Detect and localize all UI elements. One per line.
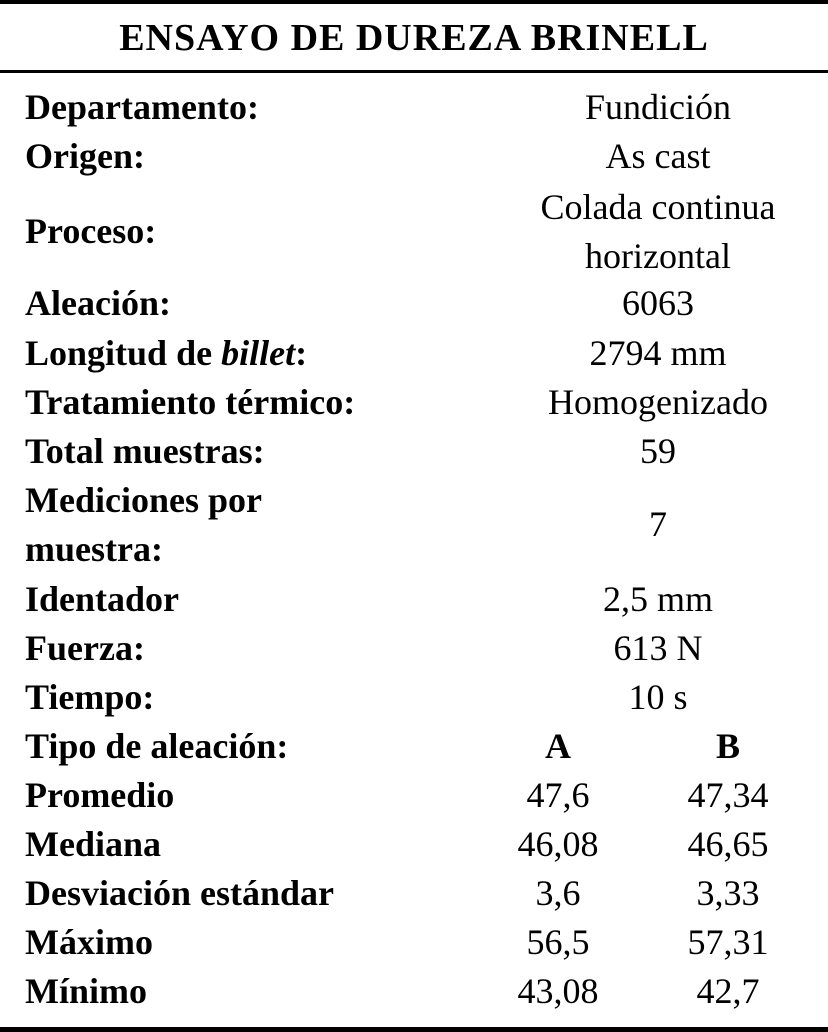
value-mediciones: 7 bbox=[649, 504, 667, 544]
value-tratamiento: Homogenizado bbox=[548, 382, 768, 422]
stats-label: Desviación estándar bbox=[25, 873, 334, 913]
stats-row-minimo bbox=[0, 967, 828, 1016]
row-total-muestras bbox=[0, 427, 828, 476]
header-col-a: A bbox=[545, 726, 571, 766]
label-longitud-prefix: Longitud de bbox=[25, 333, 222, 373]
value-departamento: Fundición bbox=[584, 87, 731, 127]
header-rule bbox=[0, 70, 828, 73]
value-fuerza: 613 N bbox=[613, 628, 703, 668]
label-mediciones-line2: muestra: bbox=[25, 529, 163, 569]
stats-value-b: 3,33 bbox=[696, 873, 760, 913]
stats-row-maximo bbox=[0, 918, 828, 967]
stats-value-a: 56,5 bbox=[526, 922, 590, 962]
label-aleacion: Aleación: bbox=[25, 283, 171, 323]
stats-row-mediana bbox=[0, 820, 828, 869]
row-tratamiento bbox=[0, 378, 828, 427]
label-mediciones-line1: Mediciones por bbox=[25, 480, 262, 520]
stats-value-b: 42,7 bbox=[696, 971, 760, 1011]
stats-row-desviacion bbox=[0, 869, 828, 918]
row-departamento bbox=[0, 83, 828, 132]
header-col-b: B bbox=[715, 726, 740, 766]
label-tipo-aleacion: Tipo de aleación: bbox=[25, 726, 289, 766]
label-fuerza: Fuerza: bbox=[25, 628, 145, 668]
row-identador bbox=[0, 575, 828, 624]
row-tiempo bbox=[0, 673, 828, 722]
value-identador: 2,5 mm bbox=[602, 579, 713, 619]
value-aleacion: 6063 bbox=[622, 283, 694, 323]
label-identador: Identador bbox=[25, 579, 180, 619]
label-longitud bbox=[25, 329, 307, 378]
label-tratamiento: Tratamiento térmico: bbox=[25, 382, 356, 422]
stats-value-a: 3,6 bbox=[535, 873, 581, 913]
stats-value-a: 43,08 bbox=[517, 971, 599, 1011]
row-origen bbox=[0, 132, 828, 181]
label-longitud-suffix: : bbox=[295, 333, 308, 373]
table-top-rule bbox=[0, 0, 828, 4]
value-tiempo: 10 s bbox=[628, 677, 688, 717]
row-proceso bbox=[0, 183, 828, 281]
value-origen: As cast bbox=[605, 136, 711, 176]
stats-label: Promedio bbox=[25, 775, 175, 815]
value-total-muestras: 59 bbox=[640, 431, 676, 471]
row-mediciones bbox=[0, 476, 828, 574]
value-proceso-line2: horizontal bbox=[585, 236, 731, 276]
stats-value-b: 47,34 bbox=[687, 775, 769, 815]
table-bottom-rule bbox=[0, 1027, 828, 1032]
label-tiempo: Tiempo: bbox=[25, 677, 155, 717]
stats-value-a: 47,6 bbox=[526, 775, 590, 815]
table-title: ENSAYO DE DUREZA BRINELL bbox=[119, 17, 709, 59]
row-longitud bbox=[0, 329, 828, 378]
label-proceso: Proceso: bbox=[25, 211, 157, 251]
label-longitud-italic: billet bbox=[221, 333, 296, 373]
stats-value-a: 46,08 bbox=[517, 824, 599, 864]
label-departamento: Departamento: bbox=[25, 87, 259, 127]
stats-value-b: 46,65 bbox=[687, 824, 769, 864]
stats-label: Mediana bbox=[25, 824, 162, 864]
stats-row-promedio bbox=[0, 771, 828, 820]
row-fuerza bbox=[0, 624, 828, 673]
stats-value-b: 57,31 bbox=[687, 922, 769, 962]
row-aleacion bbox=[0, 279, 828, 328]
value-proceso-line1: Colada continua bbox=[540, 187, 776, 227]
stats-label: Mínimo bbox=[25, 971, 147, 1011]
row-tipo-aleacion-header bbox=[0, 722, 828, 771]
label-total-muestras: Total muestras: bbox=[25, 431, 265, 471]
label-origen: Origen: bbox=[25, 136, 145, 176]
value-longitud: 2794 mm bbox=[589, 333, 727, 373]
stats-label: Máximo bbox=[25, 922, 153, 962]
